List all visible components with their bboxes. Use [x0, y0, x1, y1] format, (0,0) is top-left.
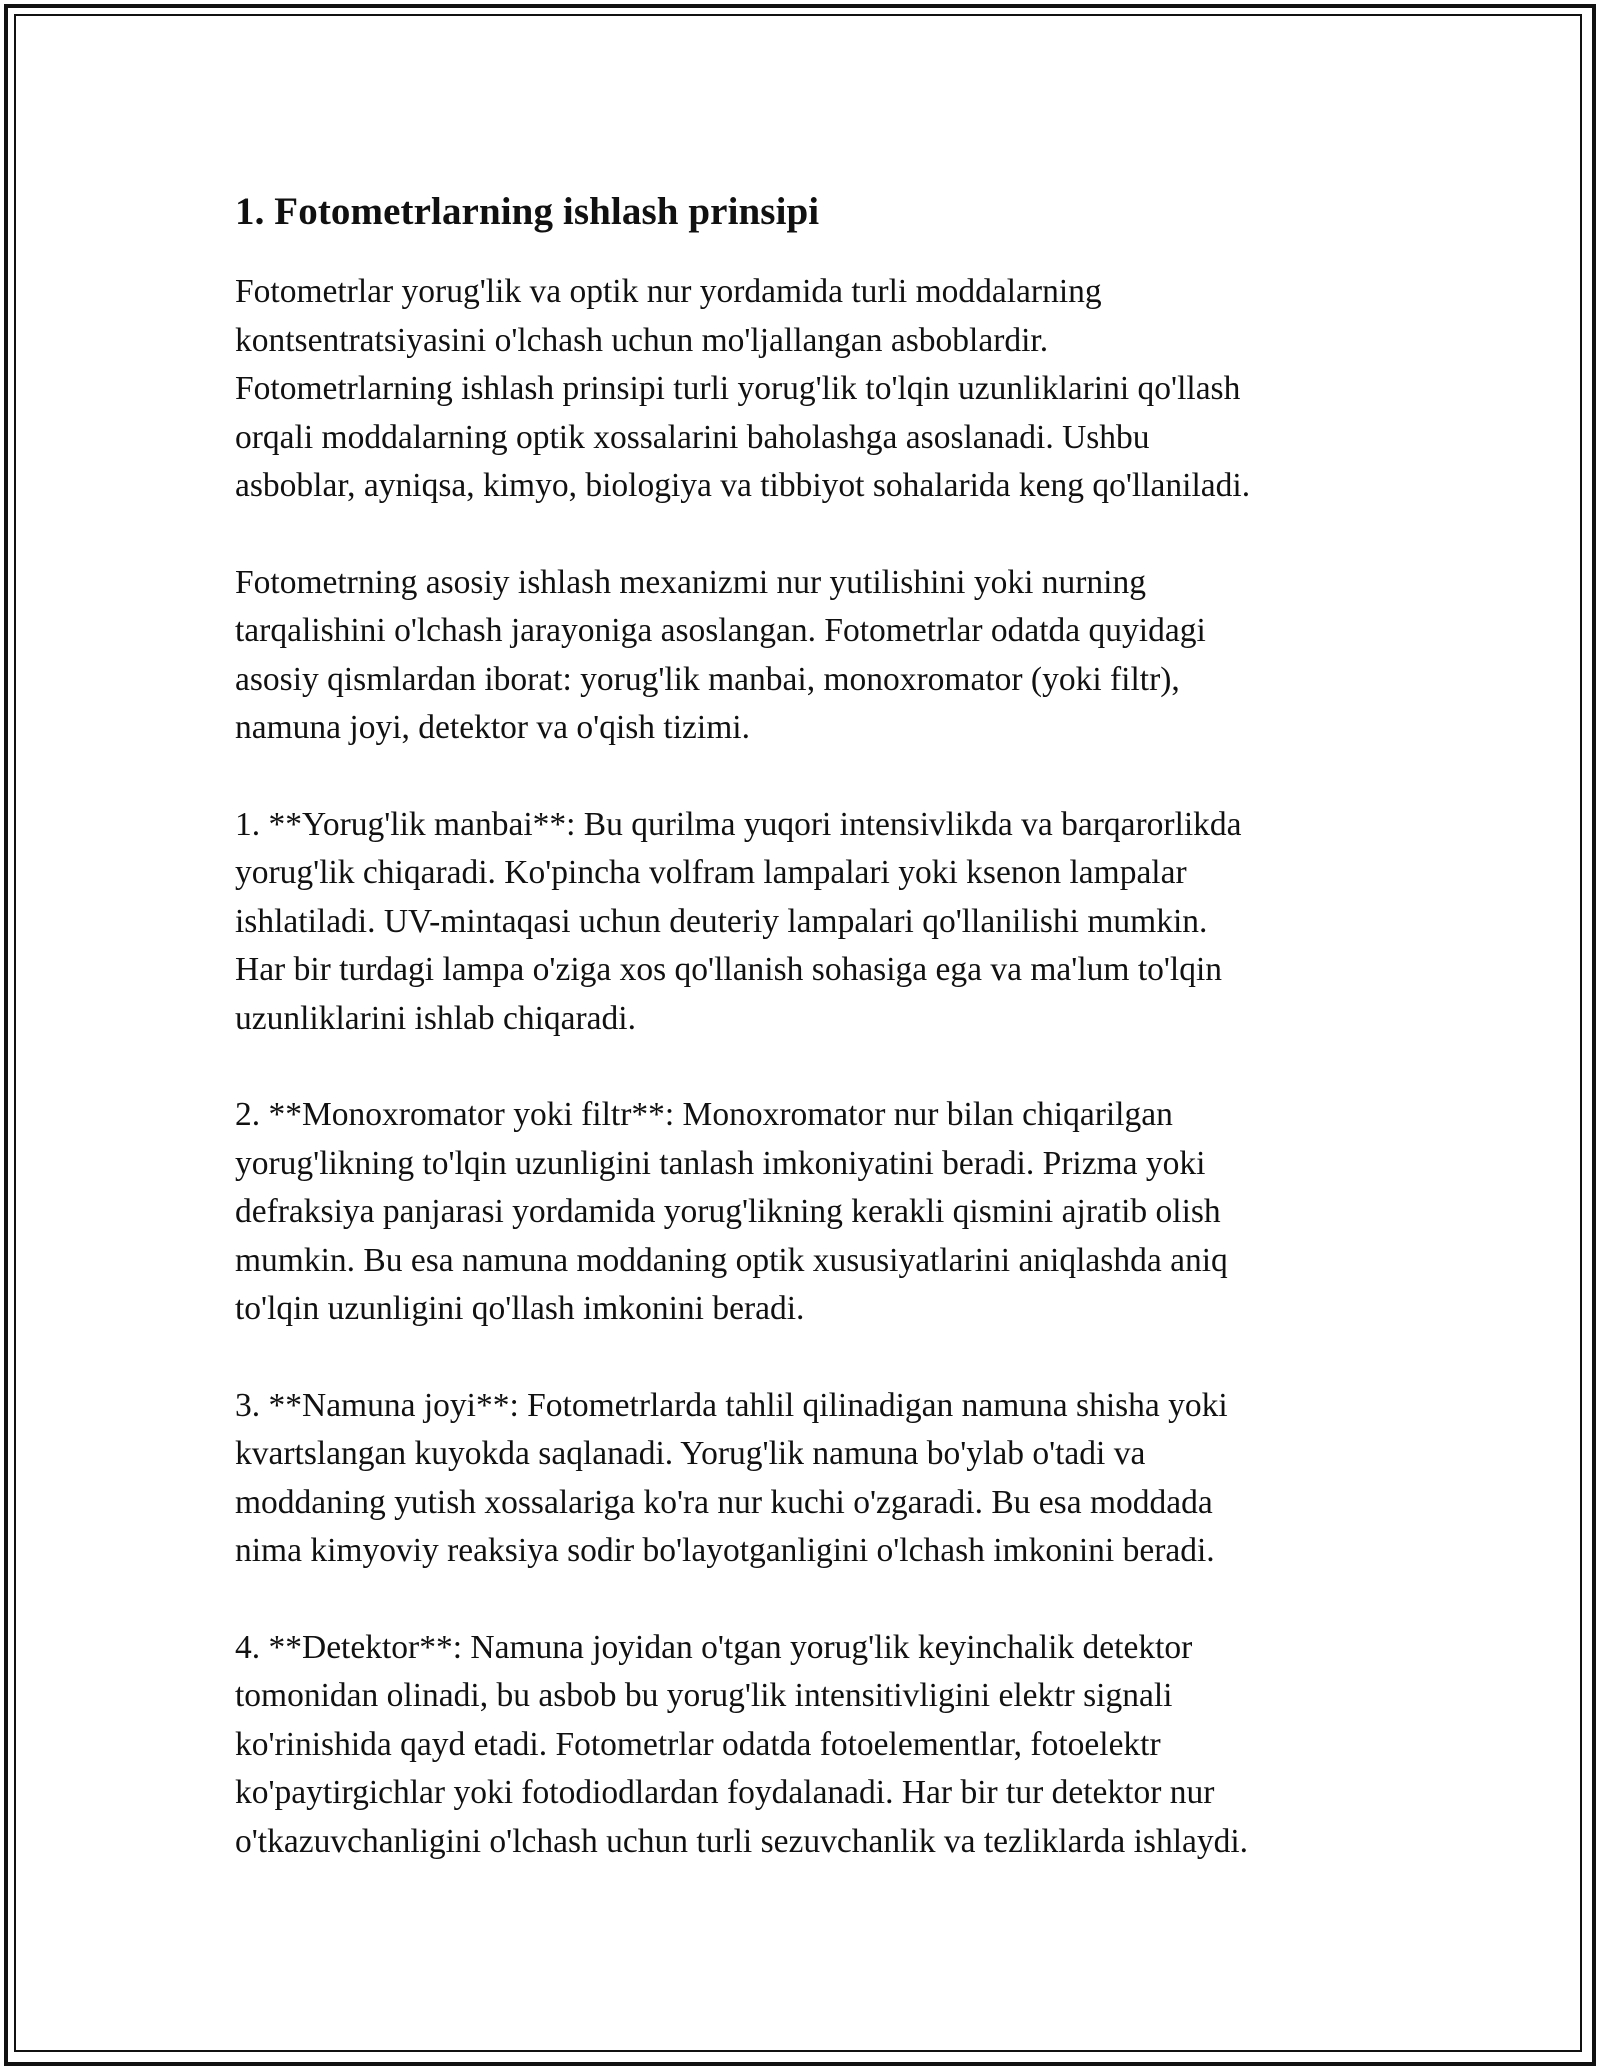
document-title: 1. Fotometrlarning ishlash prinsipi — [235, 190, 820, 233]
document-body — [235, 186, 1375, 1914]
paragraph-sample-holder: 3. **Namuna joyi**: Fotometrlarda tahlil qilinadigan namuna shisha yoki kvartslangan kuyokda saqlanadi. Yorug'lik namuna bo'ylab o'tadi va moddaning yutish xossalariga ko'ra nur kuchi o'zgaradi. Bu esa moddada nima kimyoviy reaksiya sodir bo'layotganligini o'lchash imkonini beradi. — [235, 1386, 1228, 1569]
paragraph-light-source: 1. **Yorug'lik manbai**: Bu qurilma yuqori intensivlikda va barqarorlikda yorug'lik chiqaradi. Ko'pincha volfram lampalari yoki ksenon lampalar ishlatiladi. UV-mintaqasi uchun deuteriy lampalari qo'llanilishi mumkin. Har bir turdagi lampa o'ziga xos qo'llanish sohasiga ega va ma'lum to'lqin uzunliklarini ishlab chiqaradi. — [235, 805, 1242, 1037]
paragraph-intro: Fotometrlar yorug'lik va optik nur yordamida turli moddalarning kontsentratsiyasini o'lchash uchun mo'ljallangan asboblardir. Fotometrlarning ishlash prinsipi turli yorug'lik to'lqin uzunliklarini qo'llash orqali moddalarning optik xossalarini baholashga asoslanadi. Ushbu asboblar, ayniqsa, kimyo, biologiya va tibbiyot sohalarida keng qo'llaniladi. — [235, 273, 1251, 504]
paragraph-detector: 4. **Detektor**: Namuna joyidan o'tgan yorug'lik keyinchalik detektor tomonidan olinadi, bu asbob bu yorug'lik intensitivligini elektr signali ko'rinishida qayd etadi. Fotometrlar odatda fotoelementlar, fotoelektr ko'paytirgichlar yoki fotodiodlardan foydalanadi. Har bir tur detektor nur o'tkazuvchanligini o'lchash uchun turli sezuvchanlik va tezliklarda ishlaydi. — [235, 1628, 1249, 1860]
paragraph-mechanism: Fotometrning asosiy ishlash mexanizmi nur yutilishini yoki nurning tarqalishini o'lchash jarayoniga asoslangan. Fotometrlar odatda quyidagi asosiy qismlardan iborat: yorug'lik manbai, monoxromator (yoki filtr), namuna joyi, detektor va o'qish tizimi. — [235, 563, 1206, 746]
paragraph-monochromator: 2. **Monoxromator yoki filtr**: Monoxromator nur bilan chiqarilgan yorug'likning to'lqin uzunligini tanlash imkoniyatini beradi. Prizma yoki defraksiya panjarasi yordamida yorug'likning kerakli qismini ajratib olish mumkin. Bu esa namuna moddaning optik xususiyatlarini aniqlashda aniq to'lqin uzunligini qo'llash imkonini beradi. — [235, 1096, 1228, 1327]
